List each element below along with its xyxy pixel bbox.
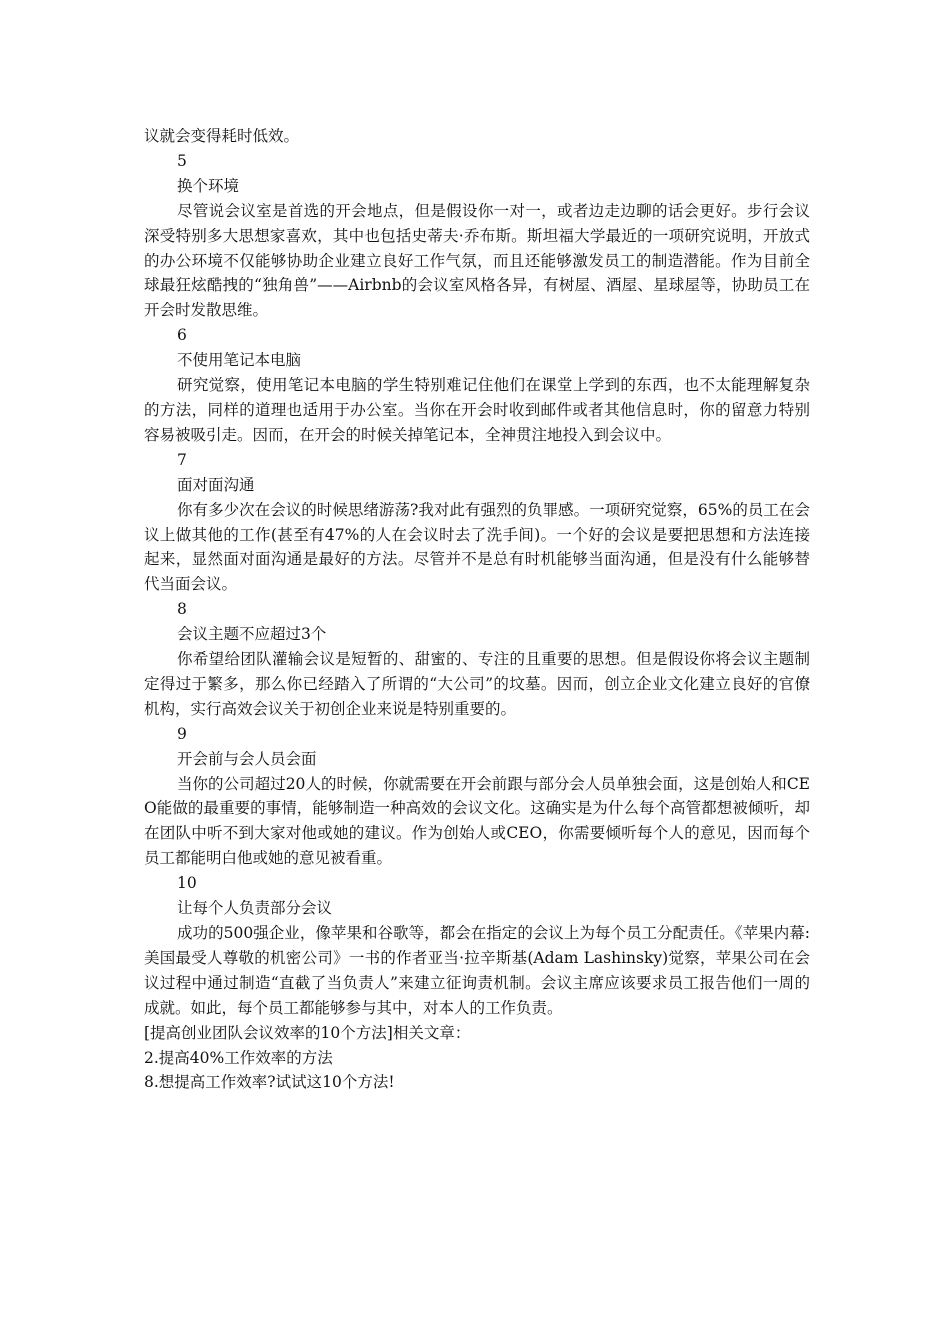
section-heading: 面对面沟通 — [177, 475, 255, 494]
section-body: 尽管说会议室是首选的开会地点，但是假设你一对一，或者边走边聊的话会更好。步行会议深受特别多大思想家喜欢，其中也包括史蒂夫·乔布斯。斯坦福大学最近的一项研究说明，开放式的办公环境不仅能够协助企业建立良好工作气氛，而且还能够激发员工的制造潜能。作为目前全球最狂炫酷拽的“独角兽”——Airbnb的会议室风格各异，有树屋、酒屋、星球屋等，协助员工在开会时发散思维。 — [144, 201, 810, 320]
related-article-link[interactable]: 2.提高40%工作效率的方法 — [144, 1048, 333, 1067]
section-number: 7 — [177, 450, 187, 469]
section-body: 研究觉察，使用笔记本电脑的学生特别难记住他们在课堂上学到的东西，也不太能理解复杂的方法，同样的道理也适用于办公室。当你在开会时收到邮件或者其他信息时，你的留意力特别容易被吸引走。因而，在开会的时候关掉笔记本，全神贯注地投入到会议中。 — [144, 376, 810, 444]
related-article-link[interactable]: 8.想提高工作效率?试试这10个方法! — [144, 1073, 395, 1092]
opening-text: 议就会变得耗时低效。 — [144, 127, 300, 145]
section-number: 9 — [177, 724, 187, 743]
section-number: 6 — [177, 326, 187, 345]
section-heading: 换个环境 — [177, 176, 240, 195]
section-heading: 开会前与会人员会面 — [177, 749, 317, 768]
section-body: 你希望给团队灌输会议是短暂的、甜蜜的、专注的且重要的思想。但是假设你将会议主题制定得过于繁多，那么你已经踏入了所谓的“大公司”的坟墓。因而，创立企业文化建立良好的官僚机构，实行高效会议关于初创企业来说是特别重要的。 — [144, 650, 810, 718]
section-body: 当你的公司超过20人的时候，你就需要在开会前跟与部分会人员单独会面，这是创始人和CEO能做的最重要的事情，能够制造一种高效的会议文化。这确实是为什么每个高管都想被倾听，却在团队中听不到大家对他或她的建议。作为创始人或CEO，你需要倾听每个人的意见，因而每个员工都能明白他或她的意见被看重。 — [144, 774, 810, 868]
section-heading: 会议主题不应超过3个 — [177, 625, 327, 644]
section-number: 10 — [177, 874, 197, 893]
section-heading: 不使用笔记本电脑 — [177, 351, 302, 370]
section-number: 5 — [177, 151, 187, 170]
related-articles-heading: [提高创业团队会议效率的10个方法]相关文章： — [144, 1023, 471, 1042]
document-body — [144, 124, 810, 1095]
section-heading: 让每个人负责部分会议 — [177, 899, 333, 918]
section-body: 成功的500强企业，像苹果和谷歌等，都会在指定的会议上为每个员工分配责任。《苹果内幕:美国最受人尊敬的机密公司》一书的作者亚当·拉辛斯基(Adam Lashinsky)觉察，苹果公司在会议过程中通过制造“直截了当负责人”来建立征询责机制。会议主席应该要求员工报告他们一周的成就。如此，每个员工都能够参与其中，对本人的工作负责。 — [144, 924, 810, 1017]
section-number: 8 — [177, 600, 187, 619]
section-body: 你有多少次在会议的时候思绪游荡?我对此有强烈的负罪感。一项研究觉察，65%的员工在会议上做其他的工作(甚至有47%的人在会议时去了洗手间)。一个好的会议是要把思想和方法连接起来，显然面对面沟通是最好的方法。尽管并不是总有时机能够当面沟通，但是没有什么能够替代当面会议。 — [144, 500, 810, 594]
